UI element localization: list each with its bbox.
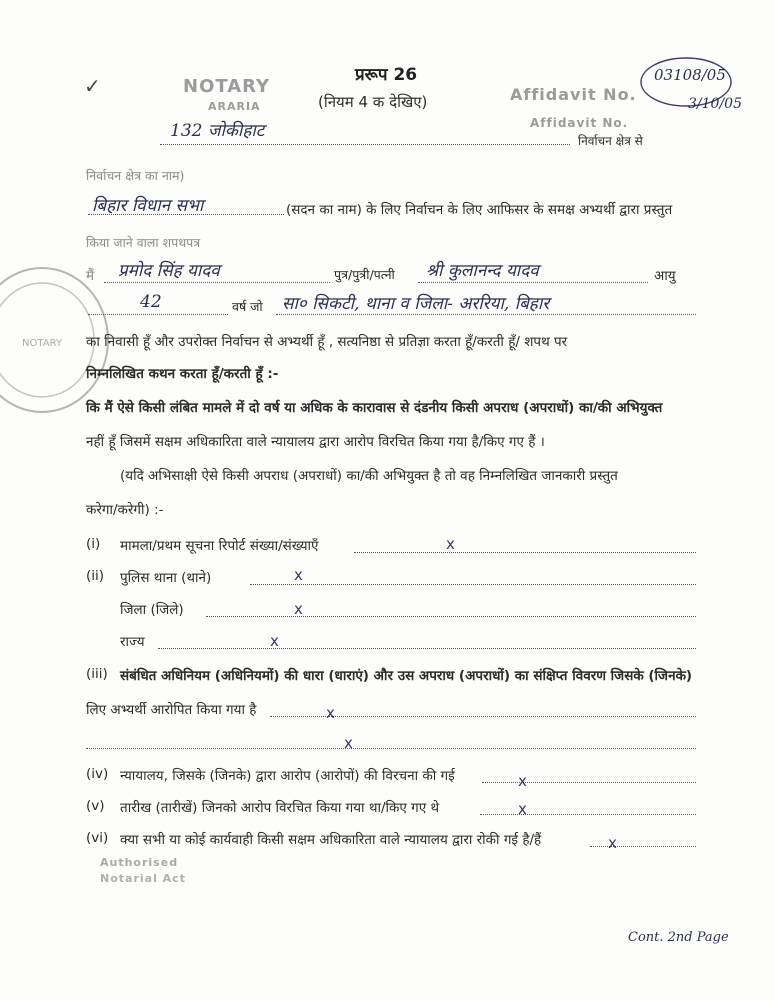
district-cross: x	[294, 600, 303, 618]
item-iii-cross-2: x	[344, 734, 353, 752]
age-label: आयु	[654, 268, 676, 284]
deponent-line4: निम्नलिखित कथन करता हूँ/करती हूँ :-	[86, 366, 279, 382]
form-title: प्ररूप 26	[355, 65, 418, 85]
item-iii-label2: लिए अभ्यर्थी आरोपित किया गया है	[86, 702, 257, 718]
statement-line3: (यदि अभिसाक्षी ऐसे किसी अपराध (अपराधों) का/की अभियुक्त है तो वह निम्नलिखित जानकारी प्रस्तुत	[120, 468, 618, 484]
item-i-number: (i)	[86, 536, 101, 552]
deponent-line3: का निवासी हूँ और उपरोक्त निर्वाचन से अभ्यर्थी हूँ , सत्यनिष्ठा से प्रतिज्ञा करता हूँ/करती हूँ/ शपथ पर	[86, 334, 568, 350]
district-label: जिला (जिले)	[120, 602, 184, 618]
authorised-stamp: Authorised	[100, 856, 179, 869]
constituency-label: निर्वाचन क्षेत्र से	[578, 134, 643, 148]
item-iii-label: संबंधित अधिनियम (अधिनियमों) की धारा (धाराएं) और उस अपराध (अपराधों) का संक्षिप्त विवरण जिसके (जिनके)	[120, 668, 693, 684]
item-v-label: तारीख (तारीखें) जिनको आरोप विरचित किया गया था/किए गए थे	[120, 800, 440, 816]
father-name: श्री कुलानन्द यादव	[426, 261, 539, 281]
svg-text:NOTARY: NOTARY	[22, 338, 62, 349]
state-label: राज्य	[120, 634, 145, 650]
notary-city-stamp: ARARIA	[208, 100, 261, 113]
item-ii-cross: x	[294, 566, 303, 584]
item-iii-number: (iii)	[86, 666, 108, 682]
margin-mark: ✓	[84, 74, 101, 98]
item-ii-label: पुलिस थाना (थाने)	[120, 570, 212, 586]
deponent-age: 42	[140, 292, 162, 312]
item-iv-number: (iv)	[86, 766, 109, 782]
item-i-cross: x	[446, 535, 455, 553]
house-name: बिहार विधान सभा	[92, 196, 204, 216]
state-cross: x	[270, 632, 279, 650]
affidavit-number: 03108/05	[654, 66, 726, 84]
statement-line2: नहीं हूँ जिसमें सक्षम अधिकारिता वाले न्यायालय द्वारा आरोप विरचित किया गया है/किए गए हैं ।	[86, 434, 545, 450]
affidavit-stamp: Affidavit No.	[510, 85, 637, 104]
notarial-act-stamp: Notarial Act	[100, 872, 186, 885]
deponent-name: प्रमोद सिंह यादव	[118, 261, 220, 281]
continued-page-note: Cont. 2nd Page	[628, 930, 729, 945]
notary-stamp: NOTARY	[183, 76, 271, 97]
affidavit-date: 3/10/05	[688, 96, 742, 112]
item-v-number: (v)	[86, 798, 105, 814]
para1-line2: (सदन का नाम) के लिए निर्वाचन के लिए आफिसर के समक्ष अभ्यर्थी द्वारा प्रस्तुत	[286, 202, 673, 218]
item-ii-number: (ii)	[86, 568, 105, 584]
statement-line1: कि मैं ऐसे किसी लंबित मामले में दो वर्ष या अधिक के कारावास से दंडनीय किसी अपराध (अपराधों) का/की अभियुक्त	[86, 400, 663, 416]
item-v-cross: x	[518, 800, 527, 818]
para1-line3: किया जाने वाला शपथपत्र	[86, 235, 201, 250]
item-vi-cross: x	[608, 834, 617, 852]
item-i-label: मामला/प्रथम सूचना रिपोर्ट संख्या/संख्याएँ	[120, 538, 319, 554]
years-label: वर्ष जो	[232, 299, 263, 314]
rule-reference: (नियम 4 क देखिए)	[318, 93, 428, 111]
item-iii-cross: x	[326, 704, 335, 722]
relation-label: पुत्र/पुत्री/पत्नी	[334, 267, 395, 282]
deponent-prefix: मैं	[86, 268, 95, 284]
item-vi-number: (vi)	[86, 830, 109, 846]
constituency-name-label: निर्वाचन क्षेत्र का नाम)	[86, 168, 185, 183]
constituency-name: 132 जोकीहाट	[170, 121, 265, 141]
item-vi-label: क्या सभी या कोई कार्यवाही किसी सक्षम अधिकारिता वाले न्यायालय द्वारा रोकी गई है/हैं	[120, 832, 542, 848]
item-iv-cross: x	[518, 772, 527, 790]
item-iv-label: न्यायालय, जिसके (जिनके) द्वारा आरोप (आरोपों) की विरचना की गई	[120, 768, 455, 784]
deponent-address: सा० सिकटी, थाना व जिला- अररिया, बिहार	[282, 294, 550, 314]
statement-line4: करेगा/करेगी) :-	[86, 502, 164, 518]
affidavit-sub-stamp: Affidavit No.	[530, 116, 629, 130]
